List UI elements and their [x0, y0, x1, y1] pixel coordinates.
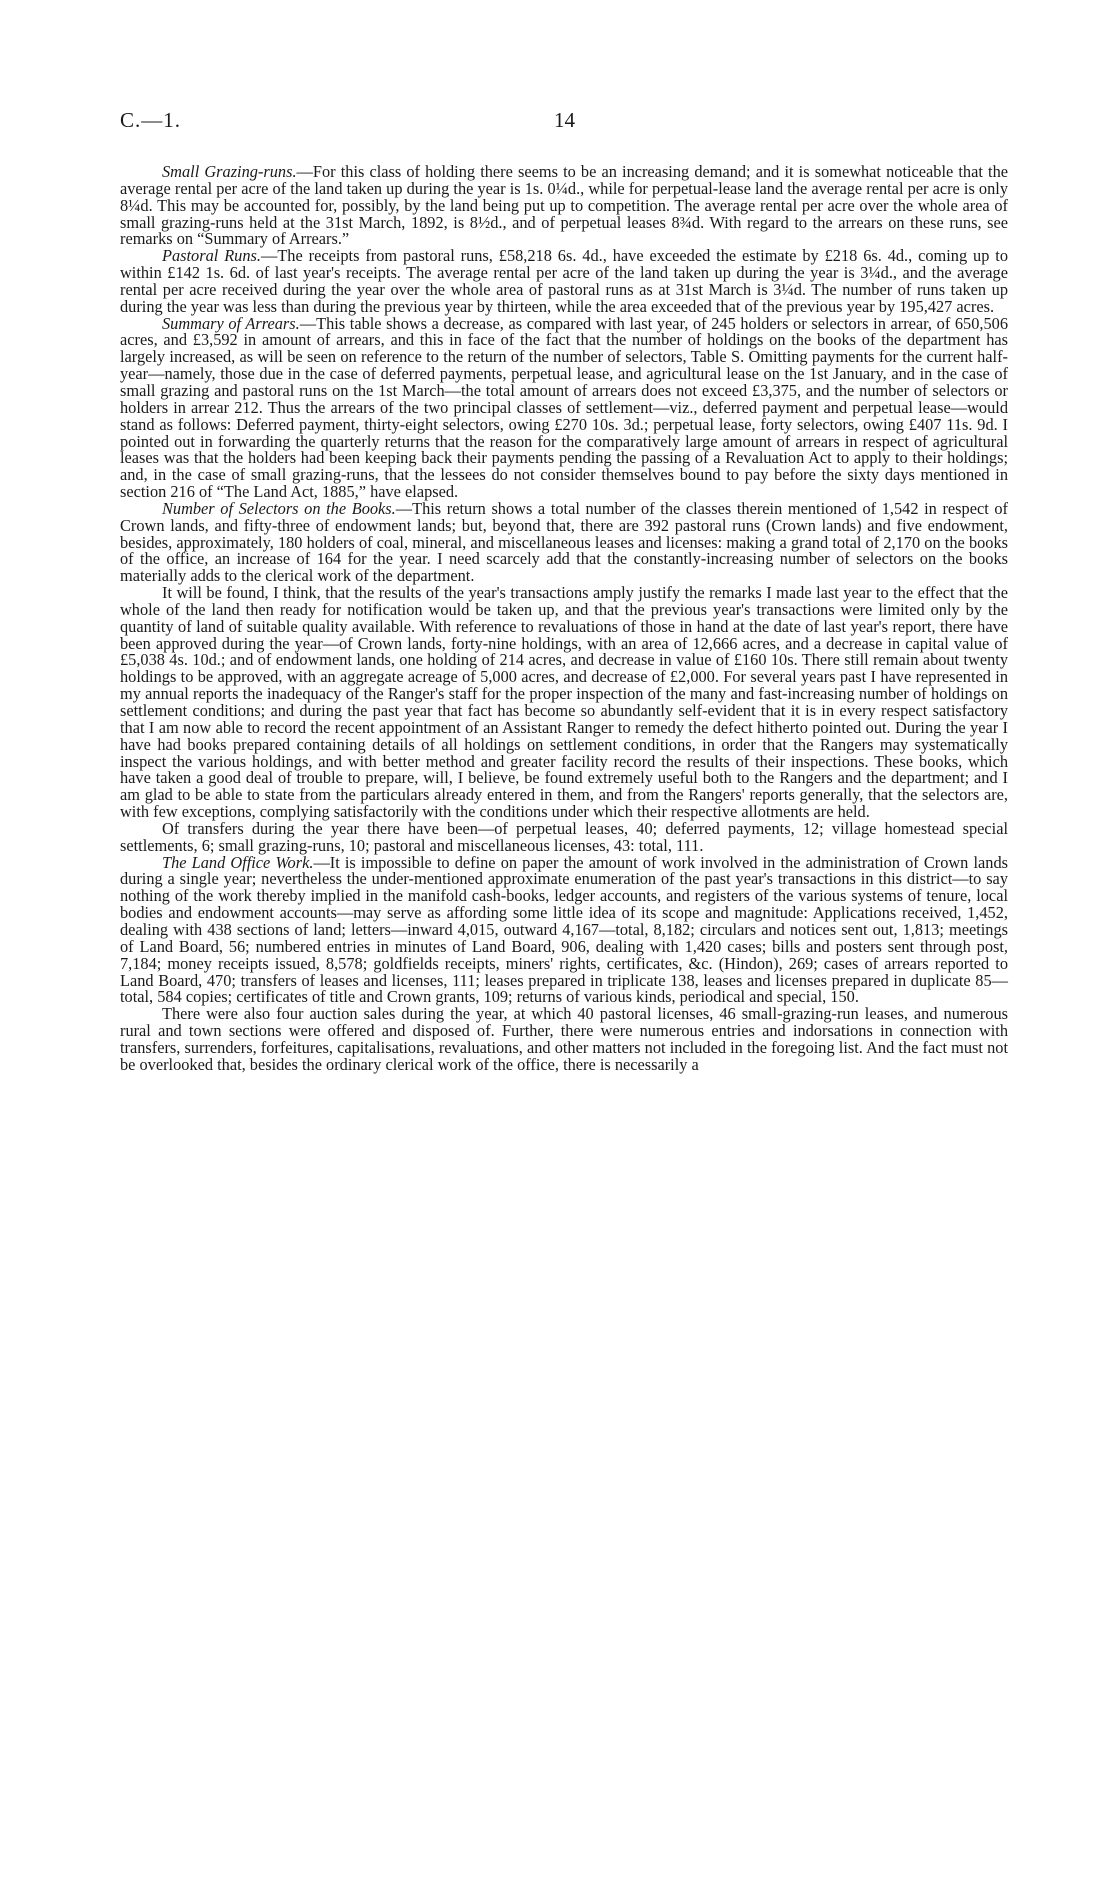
paragraph-pastoral-runs	[120, 248, 1008, 315]
paragraph-heading: Pastoral Runs.	[162, 246, 261, 266]
paragraph-year-results	[120, 585, 1008, 821]
paragraph-text: —This table shows a decrease, as compared with last year, of 245 holders or selectors in arrear, of 650,506 acres, and £3,592 in amount of arrears, and this in face of the fact that the number of holdings on the books of the department has largely increased, as will be seen on reference to the return of the number of selectors, Table S. Omitting payments for the current half-year—namely, those due in the case of deferred payments, perpetual lease, and agricultural lease on the 1st January, and in the case of small grazing and pastoral runs on the 1st March—the total amount of arrears does not exceed £3,375, and the number of selectors or holders in arrear 212. Thus the arrears of the two principal classes of settlement—viz., deferred payment and perpetual lease—would stand as follows: Deferred payment, thirty-eight selectors, owing £270 10s. 3d.; perpetual lease, forty selectors, owing £407 11s. 9d. I pointed out in forwarding the quarterly returns that the reason for the comparatively large amount of arrears in respect of agricultural leases was that the holders had been keeping back their payments pending the passing of a Revaluation Act to apply to their holdings; and, in the case of small grazing-runs, that the lessees do not consider themselves bound to pay before the sixty days mentioned in section 216 of “The Land Act, 1885,” have elapsed.	[120, 313, 1009, 502]
paragraph-text: —It is impossible to define on paper the amount of work involved in the administration of Crown lands during a single year; nevertheless the under-mentioned approximate enumeration of the past year's transactions in this district—to say nothing of the work thereby implied in the manifold cash-books, ledger accounts, and registers of the various systems of tenure, local bodies and endowment accounts—may serve as affording some little idea of its scope and magnitude: Applications received, 1,452, dealing with 438 sections of land; letters—inward 4,015, outward 4,167—total, 8,182; circulars and notices sent out, 1,813; meetings of Land Board, 56; numbered entries in minutes of Land Board, 906, dealing with 1,420 cases; bills and posters sent through post, 7,184; money receipts issued, 8,578; goldfields receipts, miners' rights, certificates, &c. (Hindon), 269; cases of arrears reported to Land Board, 470; transfers of leases and licenses, 111; leases prepared in triplicate 138, leases and licenses prepared in duplicate 85—total, 584 copies; certificates of title and Crown grants, 109; returns of various kinds, periodical and special, 150.	[120, 852, 1008, 1007]
paragraph-text: —For this class of holding there seems to be an increasing demand; and it is somewhat noticeable that the average rental per acre of the land taken up during the year is 1s. 0¼d., while for perpetual-lease land the average rental per acre is only 8¼d. This may be accounted for, possibly, by the land being put up to competition. The average rental per acre over the whole area of small grazing-runs held at the 31st March, 1892, is 8½d., and of perpetual leases 8¾d. With regard to the arrears on these runs, see remarks on “Summary of Arrears.”	[120, 162, 1008, 249]
page-number: 14	[554, 108, 575, 132]
paragraph-number-of-selectors	[120, 498, 1008, 586]
paragraph-transfers	[120, 818, 1008, 855]
report-body	[120, 164, 1008, 1074]
paragraph-heading: Small Grazing-runs.	[162, 162, 297, 181]
paragraph-heading: The Land Office Work.	[162, 852, 314, 872]
paragraph-text: It will be found, I think, that the results of the year's transactions amply justify the remarks I made last year to the effect that the whole of the land then ready for notification would be taken up, and that the previous year's transactions were limited only by the quantity of land of suitable quality available. With reference to revaluations of those in hand at the date of last year's report, there have been approved during the year—of Crown lands, forty-nine holdings, with an area of 12,666 acres, and a decrease in capital value of £5,038 4s. 10d.; and of endowment lands, one holding of 214 acres, and decrease in value of £160 10s. There still remain about twenty holdings to be approved, with an aggregate acreage of 5,000 acres, and decrease of £2,000. For several years past I have represented in my annual reports the inadequacy of the Ranger's staff for the proper inspection of the many and fast-increasing number of holdings on settlement conditions; and during the past year that fact has become so abundantly self-evident that it is in every respect satisfactory that I am now able to record the recent appointment of an Assistant Ranger to remedy the defect hitherto pointed out. During the year I have had books prepared containing details of all holdings on settlement conditions, in order that the Rangers may systematically inspect the various holdings, and with better method and greater facility record the results of their inspections. These books, which have taken a good deal of trouble to prepare, will, I believe, be found extremely useful both to the Rangers and the department; and I am glad to be able to state from the particulars already entered in them, and from the Rangers' reports generally, that the selectors are, with few exceptions, complying satisfactorily with the conditions under which their respective allotments are held.	[120, 583, 1008, 822]
paragraph-text: —The receipts from pastoral runs, £58,218 6s. 4d., have exceeded the estimate by £218 6s. 4d., coming up to within £142 1s. 6d. of last year's receipts. The average rental per acre of the land taken up during the year is 3¼d., and the average rental per acre received during the year over the whole area of pastoral runs as at 31st March is 3¼d. The number of runs taken up during the year was less than during the previous year by thirteen, while the area exceeded that of the previous year by 195,427 acres.	[120, 246, 1008, 316]
paragraph-text: There were also four auction sales during the year, at which 40 pastoral licenses, 46 small-grazing-run leases, and numerous rural and town sections were offered and disposed of. Further, there were numerous entries and indorsations in connection with transfers, surrenders, forfeitures, capitalisations, revaluations, and other matters not included in the foregoing list. And the fact must not be overlooked that, besides the ordinary clerical work of the office, there is necessarily a	[120, 1004, 1008, 1074]
paragraph-auction-sales	[120, 1006, 1008, 1073]
paragraph-small-grazing-runs	[120, 164, 1008, 248]
paragraph-text: Of transfers during the year there have been—of perpetual leases, 40; deferred payments, 12; village homestead special settlements, 6; small grazing-runs, 10; pastoral and miscellaneous licenses, 43: total, 111.	[120, 818, 1008, 855]
paragraph-land-office-work	[120, 852, 1008, 1007]
paragraph-text: —This return shows a total number of the classes therein mentioned of 1,542 in respect of Crown lands, and fifty-three of endowment lands; but, beyond that, there are 392 pastoral runs (Crown lands) and five endowment, besides, approximately, 180 holders of coal, mineral, and miscellaneous leases and licenses: making a grand total of 2,170 on the books of the office, an increase of 164 for the year. I need scarcely add that the constantly-increasing number of selectors on the books materially adds to the clerical work of the department.	[120, 498, 1008, 586]
page-header	[120, 108, 1000, 138]
document-reference: C.—1.	[120, 108, 182, 132]
paragraph-heading: Summary of Arrears.	[162, 313, 300, 333]
paragraph-summary-of-arrears	[120, 313, 1009, 502]
paragraph-heading: Number of Selectors on the Books.	[162, 498, 396, 518]
